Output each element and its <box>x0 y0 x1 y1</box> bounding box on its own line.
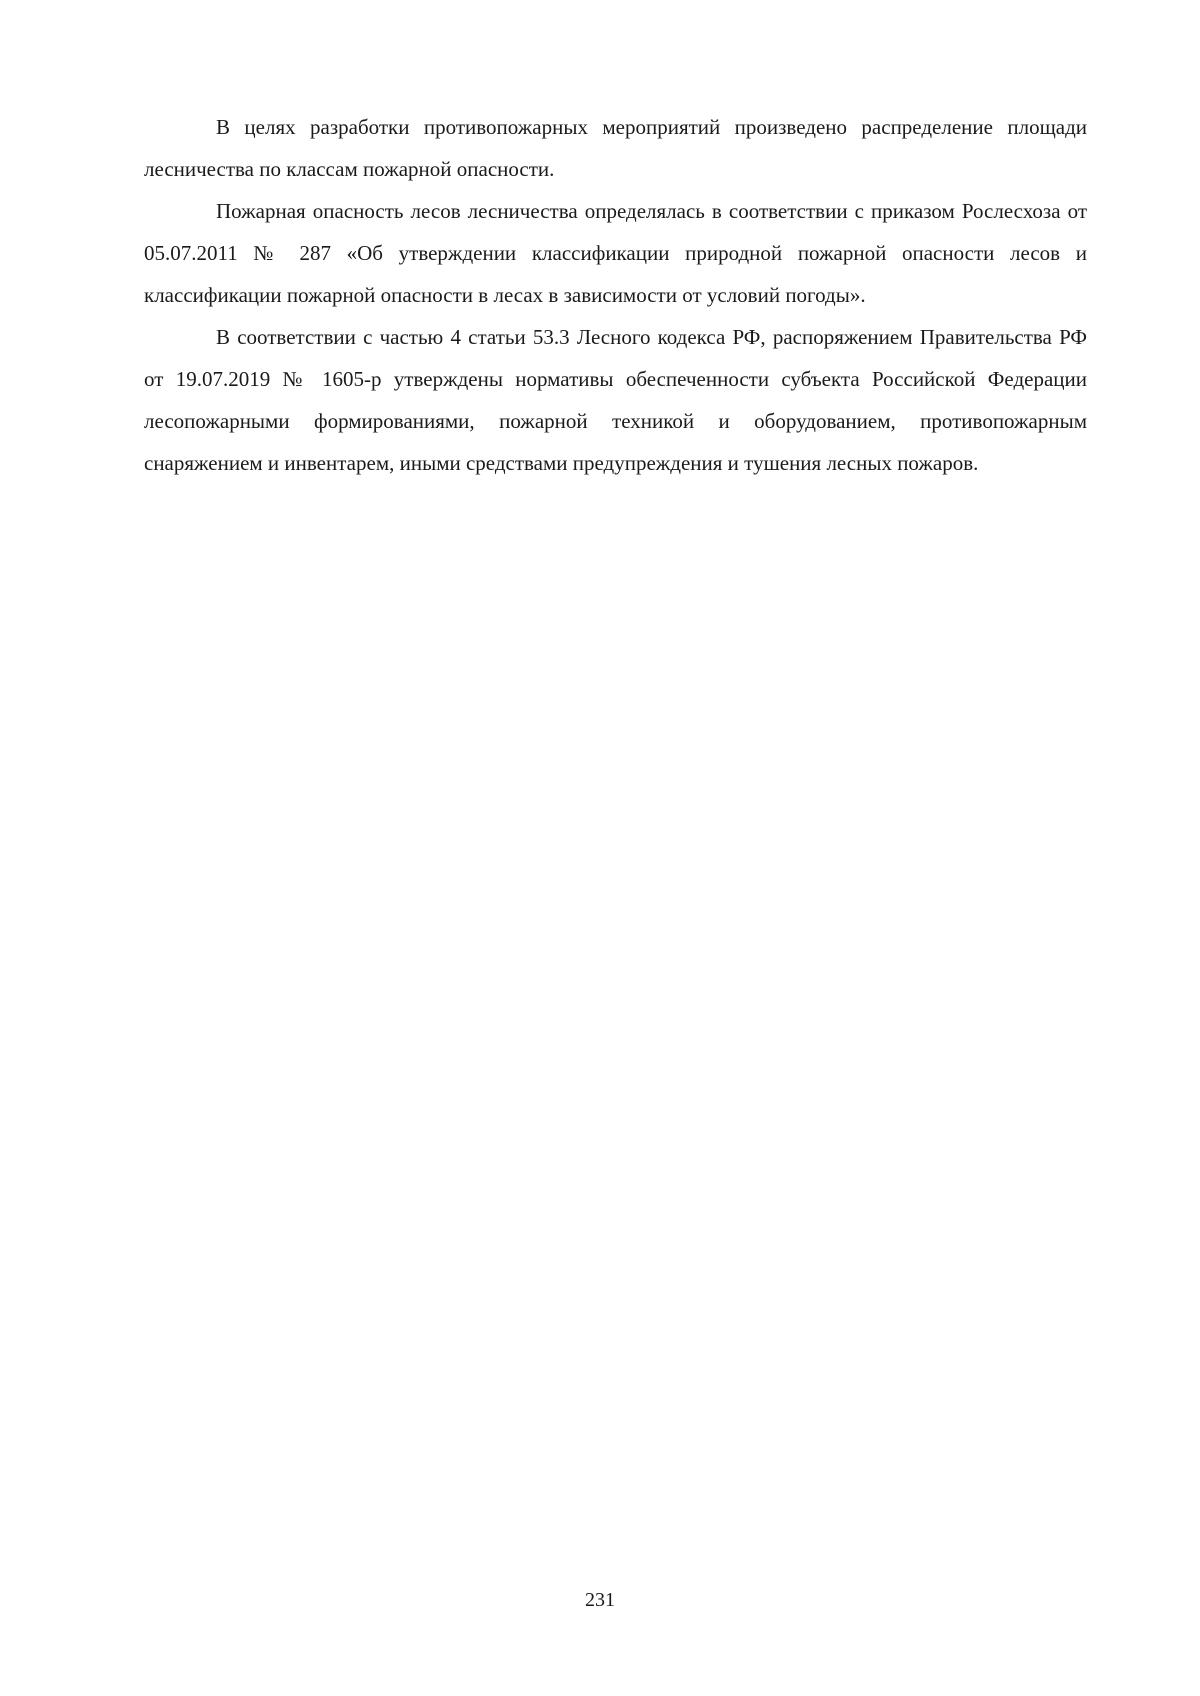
page-number: 231 <box>585 1589 615 1611</box>
paragraph-forest-code-standards: В соответствии с частью 4 статьи 53.3 Лесного кодекса РФ, распоряжением Правительства РФ от 19.07.2019 № 1605-р утверждены нормативы обеспеченности субъекта Российской Федерации лесопожарными формированиями, пожарной техникой и оборудованием, противопожарным снаряжением и инвентарем, иными средствами предупреждения и тушения лесных пожаров. <box>144 325 1087 475</box>
document-body <box>144 106 1087 484</box>
paragraph-fire-danger-order: Пожарная опасность лесов лесничества определялась в соответствии с приказом Рослесхоза от 05.07.2011 № 287 «Об утверждении классификации природной пожарной опасности лесов и классификации пожарной опасности в лесах в зависимости от условий погоды». <box>144 199 1087 307</box>
paragraph-fire-classes: В целях разработки противопожарных мероприятий произведено распределение площади лесничества по классам пожарной опасности. <box>144 115 1087 181</box>
